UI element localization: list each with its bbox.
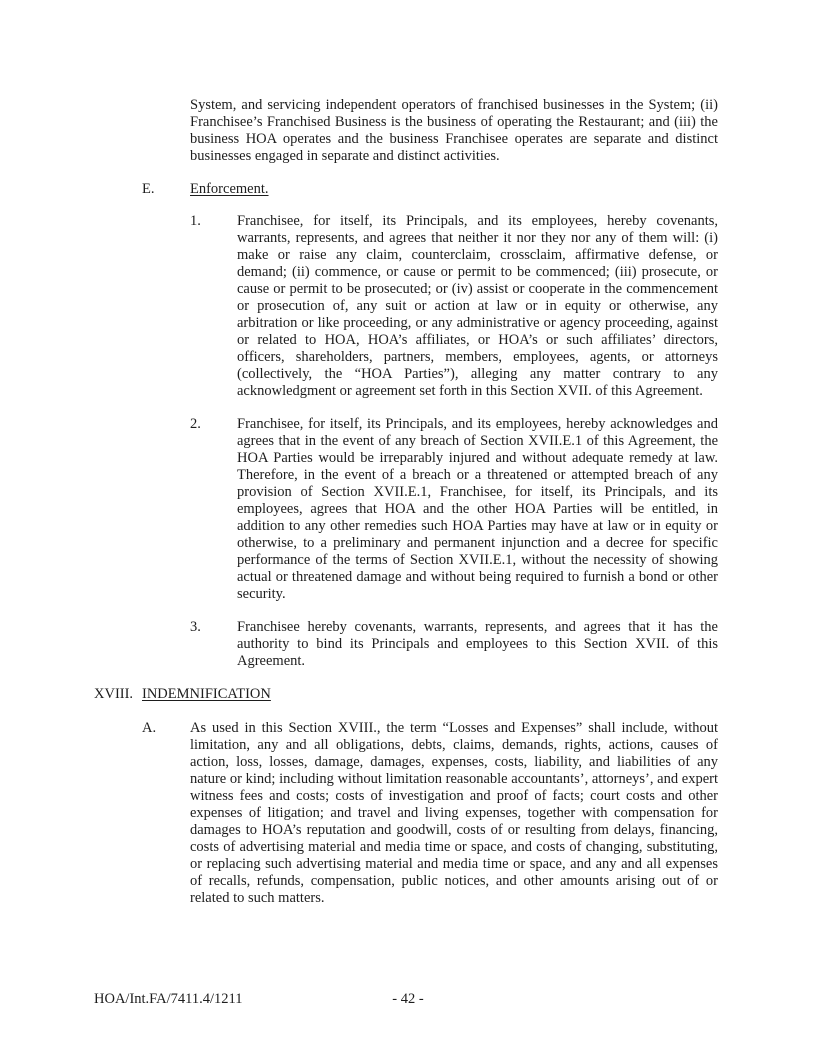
item-text: Franchisee, for itself, its Principals, and its employees, hereby covenants, warrants, represents, and agrees that neither it nor they nor any of them will: (i) make or raise any claim, counterclaim, crossclaim, affirmative defense, or demand; (ii) commence, or cause or permit to be commenced; (iii) prosecute, or cause or permit to be prosecuted; or (iv) assist or cooperate in the commencement or prosecution of, any suit or action at law or in equity or otherwise, any arbitration or like proceeding, or any administrative or agency proceeding, against or related to HOA, HOA’s affiliates, or HOA’s or such affiliates’ directors, officers, shareholders, partners, members, employees, agents, or attorneys (collectively, the “HOA Parties”), alleging any matter contrary to any acknowledgment or agreement set forth in this Section XVII. of this Agreement. — [237, 213, 718, 399]
section-e-heading — [142, 181, 816, 198]
section-xviii-title: INDEMNIFICATION — [142, 686, 271, 702]
doc-reference: HOA/Int.FA/7411.4/1211 — [94, 991, 243, 1007]
enforcement-item-2 — [190, 416, 816, 603]
indemnification-item-a — [142, 720, 816, 907]
item-text: As used in this Section XVIII., the term “Losses and Expenses” shall include, without limitation, any and all obligations, debts, claims, demands, rights, actions, causes of action, loss, losses, damage, damages, expenses, costs, liability, and liabilities of any nature or kind; including without limitation reasonable accountants’, attorneys’, and expert witness fees and costs; costs of investigation and proof of facts; court costs and other expenses of litigation; and travel and living expenses, together with compensation for damages to HOA’s reputation and goodwill, costs of or resulting from delays, financing, costs of advertising material and media time or space, and costs of changing, substituting, or replacing such advertising material and media time or space, and any and all expenses of recalls, refunds, compensation, public notices, and other amounts arising out of or related to such matters. — [190, 720, 718, 906]
item-number: 2. — [190, 416, 201, 432]
section-xviii-label: XVIII. — [94, 686, 134, 702]
item-letter: A. — [142, 720, 157, 736]
page-footer — [0, 991, 816, 1011]
section-e-label: E. — [142, 181, 155, 197]
continuation-paragraph: System, and servicing independent operators of franchised businesses in the System; (ii) Franchisee’s Franchised Business is the business of operating the Restaurant; and (iii) the business HOA operates and the business Franchisee operates are separate and distinct businesses engaged in separate and distinct activities. — [190, 97, 718, 164]
section-xviii-heading — [94, 686, 816, 703]
page-number: - 42 - — [392, 991, 424, 1007]
item-number: 3. — [190, 619, 201, 635]
page-body — [0, 97, 816, 923]
item-text: Franchisee, for itself, its Principals, and its employees, hereby acknowledges and agrees that in the event of any breach of Section XVII.E.1 of this Agreement, the HOA Parties would be irreparably injured and without adequate remedy at law. Therefore, in the event of a breach or a threatened or attempted breach of any provision of Section XVII.E.1, Franchisee, for itself, its Principals, and its employees, agrees that HOA and the other HOA Parties will be entitled, in addition to any other remedies such HOA Parties may have at law or in equity or otherwise, to a preliminary and permanent injunction and a decree for specific performance of the terms of Section XVII.E.1, without the necessity of showing actual or threatened damage and without being required to furnish a bond or other security. — [237, 416, 718, 602]
item-text: Franchisee hereby covenants, warrants, represents, and agrees that it has the authority to bind its Principals and employees to this Section XVII. of this Agreement. — [237, 619, 718, 669]
enforcement-item-1 — [190, 213, 816, 400]
item-number: 1. — [190, 213, 201, 229]
enforcement-item-3 — [190, 619, 816, 670]
section-e-title: Enforcement. — [190, 181, 269, 197]
